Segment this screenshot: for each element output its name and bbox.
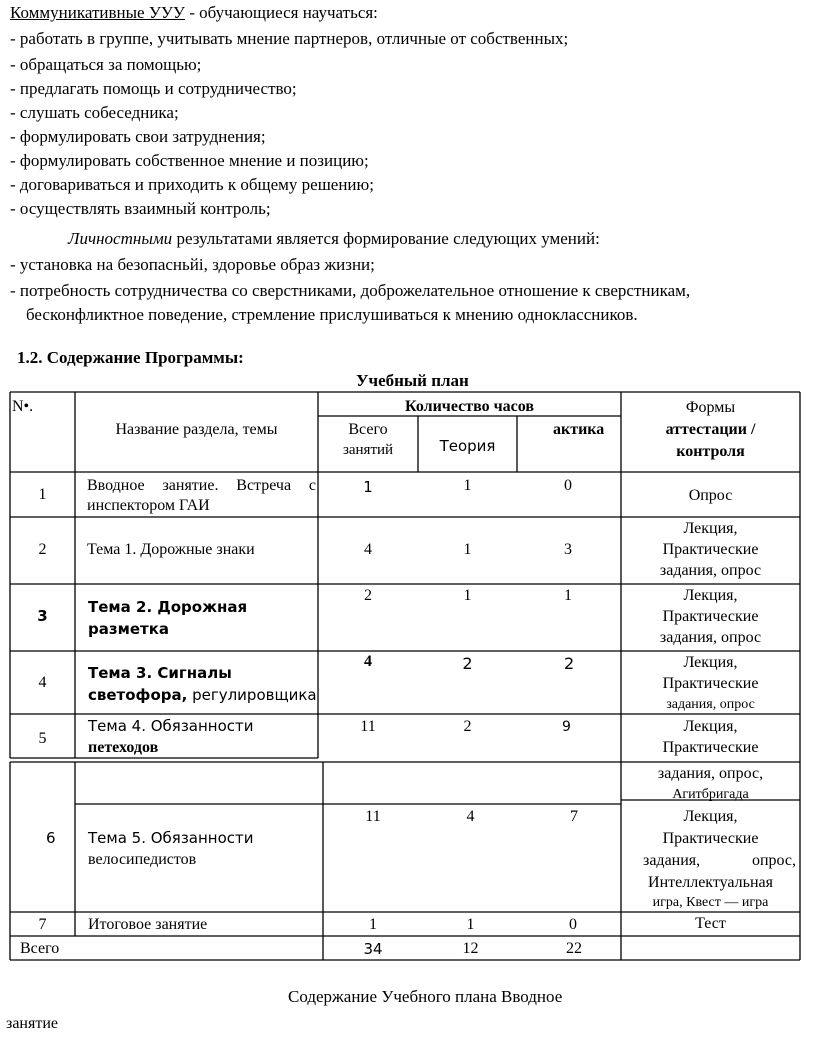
header-practice: актика xyxy=(553,421,605,438)
row-form-l3 xyxy=(621,850,800,872)
row-form xyxy=(621,652,800,715)
row-form xyxy=(621,716,800,758)
row-form-l2: Практические xyxy=(662,608,759,625)
row-num: 4 xyxy=(38,674,47,691)
header-forms-l1: Формы xyxy=(685,399,736,416)
row-form: Опрос xyxy=(688,487,733,504)
row-name: Тема 3. Сигналы xyxy=(88,664,232,682)
header-total xyxy=(318,419,418,461)
row-theory: 1 xyxy=(463,477,472,494)
row-form-l1: Лекция, xyxy=(683,520,738,537)
row-practice: 1 xyxy=(564,587,572,604)
header-theory: Теория xyxy=(439,437,496,455)
comm-item: - формулировать собственное мнение и позицию; xyxy=(10,151,369,170)
row-num: 1 xyxy=(38,486,47,503)
row-num: 6 xyxy=(46,829,56,847)
row-form-l1: Лекция, xyxy=(683,587,738,604)
row-name: Итоговое занятие xyxy=(88,916,208,933)
row-form-l1: Лекция, xyxy=(683,808,738,825)
row-total: 1 xyxy=(369,916,377,933)
row-theory: 1 xyxy=(463,587,472,604)
row-theory: 4 xyxy=(466,808,475,825)
row-form-l3b: опрос, xyxy=(751,852,796,869)
header-forms-l2: аттестации / xyxy=(665,421,756,438)
plan-title: Учебный план xyxy=(356,371,469,390)
row-name-l2: велосипедистов xyxy=(88,851,197,868)
header-forms xyxy=(621,397,800,463)
row-form-l3: задания, опрос xyxy=(659,629,762,646)
row-name: Вводное занятие. Встреча с xyxy=(87,477,316,494)
row-name-l2-rest: регулировщика xyxy=(187,686,317,704)
row-form xyxy=(621,518,800,581)
row-form-l2: Практические xyxy=(662,830,759,847)
row-num: 5 xyxy=(38,730,47,747)
row-form: Тест xyxy=(695,915,726,932)
row-form-l4: Агитбригада xyxy=(672,787,749,802)
comm-item: - договариваться и приходить к общему решению; xyxy=(10,175,374,194)
header-hours: Количество часов xyxy=(405,398,534,415)
footer-line: Содержание Учебного плана Вводное xyxy=(288,987,563,1006)
row-form xyxy=(621,806,800,912)
row-practice: 2 xyxy=(564,654,575,673)
row-name-l2-bold: светофора, xyxy=(88,686,188,704)
row-form-l2: Практические xyxy=(662,541,759,558)
row-total: 4 xyxy=(364,653,372,670)
row-theory: 1 xyxy=(466,916,475,933)
comm-item: - слушать собеседника; xyxy=(10,103,179,122)
row-form-cont xyxy=(621,763,800,805)
row-form-l3: задания, опрос, xyxy=(657,765,764,782)
header-forms-l3: контроля xyxy=(676,443,745,460)
row-form-l5: игра, Квест — игра xyxy=(652,895,769,910)
section-heading: 1.2. Содержание Программы: xyxy=(17,348,244,367)
row-form-l2: Практические xyxy=(662,675,759,692)
row-form-l4: Интеллектуальная xyxy=(648,874,773,891)
row-total: 11 xyxy=(360,718,376,735)
row-name: Тема 2. Дорожная xyxy=(88,598,248,616)
row-practice: 7 xyxy=(570,808,578,825)
row-name: Тема 5. Обязанности xyxy=(88,829,254,847)
row-practice: 0 xyxy=(564,477,572,494)
personal-em: Личностными xyxy=(68,229,173,248)
row-name-l2 xyxy=(88,685,317,706)
row-name-l2: инспектором ГАИ xyxy=(87,497,210,514)
totals-theory: 12 xyxy=(462,940,479,957)
comm-item: - формулировать свои затруднения; xyxy=(10,127,266,146)
comm-rest: - обучающиеся научаться: xyxy=(184,3,378,22)
totals-practice: 22 xyxy=(566,940,582,957)
comm-item: - предлагать помощь и сотрудничество; xyxy=(10,79,297,98)
footer-line-2: занятие xyxy=(6,1015,58,1032)
row-total: 11 xyxy=(365,808,381,825)
totals-total: 34 xyxy=(363,940,383,958)
row-name-l2: петеходов xyxy=(88,739,159,756)
comm-title: Коммуникативные УУУ xyxy=(10,3,185,22)
header-name: Название раздела, темы xyxy=(115,421,278,438)
personal-item: - потребность сотрудничества со сверстниками, доброжелательное отношение к сверстникам, xyxy=(10,281,691,300)
row-total: 4 xyxy=(364,541,372,558)
row-form-l3a: задания, xyxy=(643,852,701,869)
row-num: 3 xyxy=(37,607,48,625)
comm-item: - осуществлять взаимный контроль; xyxy=(10,199,271,218)
row-name: Тема 1. Дорожные знаки xyxy=(87,541,255,558)
personal-item-cont: бесконфликтное поведение, стремление прислушиваться к мнению одноклассников. xyxy=(26,305,638,324)
row-form-l3: задания, опрос xyxy=(666,697,755,712)
row-name-l2: разметка xyxy=(88,620,170,638)
row-form-l3: задания, опрос xyxy=(659,562,762,579)
row-form-l1: Лекция, xyxy=(683,654,738,671)
row-num: 7 xyxy=(38,916,47,933)
row-name: Тема 4. Обязанности xyxy=(88,717,254,735)
row-theory: 1 xyxy=(463,541,472,558)
comm-item: - работать в группе, учитывать мнение партнеров, отличные от собственных; xyxy=(10,29,569,48)
comm-item: - обращаться за помощью; xyxy=(10,55,202,74)
personal-rest: результатами является формирование следующих умений: xyxy=(172,229,600,248)
header-num: N•. xyxy=(12,398,34,415)
row-practice: 3 xyxy=(564,541,572,558)
row-form-l1: Лекция, xyxy=(683,718,738,735)
row-total: 1 xyxy=(363,478,373,496)
row-practice: 0 xyxy=(569,916,577,933)
header-total-l2: занятий xyxy=(342,442,394,458)
row-total: 2 xyxy=(364,587,372,604)
totals-label: Всего xyxy=(20,940,60,957)
row-form-l2: Практические xyxy=(662,739,759,756)
row-theory: 2 xyxy=(462,654,473,673)
row-num: 2 xyxy=(38,541,47,558)
row-practice: 9 xyxy=(562,719,571,735)
row-form xyxy=(621,585,800,648)
row-theory: 2 xyxy=(463,718,472,735)
header-total-l1: Всего xyxy=(348,421,388,438)
personal-item: - установка на безопасньйі, здоровье образ жизни; xyxy=(10,255,375,274)
